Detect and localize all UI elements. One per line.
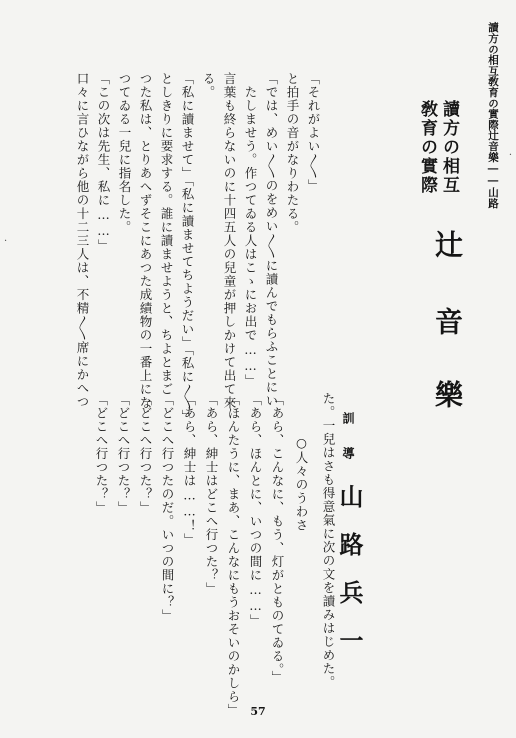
body-text-line: としきりに要求する。誰に讀ませようと、ちよとまご: [159, 72, 174, 396]
body-text-line: つてゐる一兒に指名した。: [117, 72, 132, 234]
page-number: 57: [250, 705, 266, 718]
body-text-line: 「この次は先生、私に……」: [96, 72, 111, 253]
article-title-line-2: 敎育の實際: [417, 100, 437, 195]
author-role-char-2: 導: [341, 447, 355, 459]
margin-tick-mark: ·: [4, 236, 8, 247]
body-text-line: 「どこへ行つた？」: [138, 393, 153, 515]
body-text-line: 「では、めい〳〵のをめい〳〵に讀んでもらふことにい: [264, 72, 279, 408]
author-name: 山路兵一: [335, 484, 364, 676]
body-text-line: 「それがよい〳〵」: [306, 72, 321, 193]
body-text-line: 「あら、ほんとに、いつの間に……」: [248, 393, 263, 628]
body-text-line: つた私は、とりあへずそこにあつた成績物の一番上にな: [138, 72, 153, 410]
body-text-line: 言葉も終らないのに十四五人の兒童が押しかけて出て來: [222, 72, 237, 410]
body-text-line: 「私に讀ませて」「私に讀ませてちようだい」「私に〳〵」: [180, 72, 195, 423]
body-text-line: 「あら、紳士はどこへ行つた？」: [204, 393, 219, 596]
body-text-line: 「あら、紳士は……！」: [182, 393, 197, 547]
body-text-line: たしませう。作つてゐる人はこゝにお出で……」: [243, 72, 258, 388]
article-title-line-1: 讀方の相互: [439, 100, 459, 195]
body-text-line: 「どこへ行つた？」: [94, 393, 109, 515]
body-text-line: 「ほんたうに、まあ、こんなにもうおそいのかしら」: [226, 393, 241, 717]
body-text-line: と拍手の音がなりわたる。: [285, 72, 300, 234]
section-heading: ○人々のうわさ: [294, 435, 309, 532]
title-name-char-3: 樂: [431, 380, 464, 408]
margin-tick-mark: ·: [508, 150, 512, 161]
body-text-line: る。: [201, 72, 216, 99]
title-name-char-2: 音: [431, 307, 464, 335]
body-text-line: た。一兒はさも得意氣に次の文を讀みはじめた。: [321, 392, 336, 689]
body-text-line: 「どこへ行つたのだ。いつの間に？」: [160, 393, 175, 623]
body-text-line: 口々に言ひながら他の十二三人は、不精〳〵席にかへつ: [75, 72, 90, 409]
body-text-line: 「あら、こんなに、もう、灯がとものてゐる。」: [270, 393, 285, 684]
title-name-char-1: 辻: [431, 230, 464, 258]
running-header: 讀方の相互敎育の實際辻音樂――山路: [487, 22, 499, 209]
body-text-line: 「どこへ行つた？」: [116, 393, 131, 515]
author-role-char-1: 訓: [341, 412, 355, 424]
